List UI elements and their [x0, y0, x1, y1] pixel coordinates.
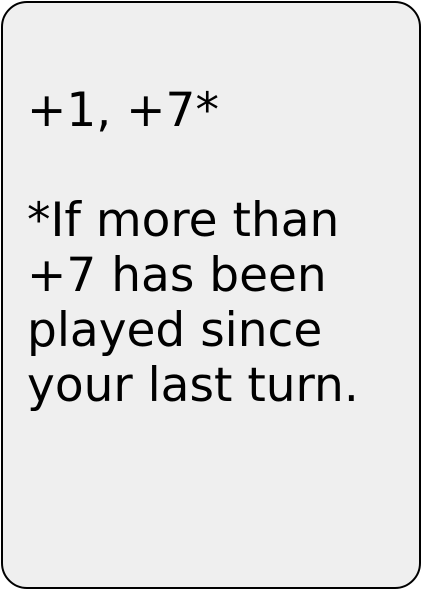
- line-spacer: [27, 138, 407, 193]
- game-card[interactable]: [1, 1, 421, 589]
- card-text: [27, 83, 407, 413]
- card-values: +1, +7*: [27, 83, 219, 138]
- footnote-line-1: *If more than: [27, 193, 340, 248]
- footnote-line-2: +7 has been: [27, 248, 327, 303]
- footnote-line-3: played since: [27, 303, 323, 358]
- footnote-line-4: your last turn.: [27, 358, 359, 413]
